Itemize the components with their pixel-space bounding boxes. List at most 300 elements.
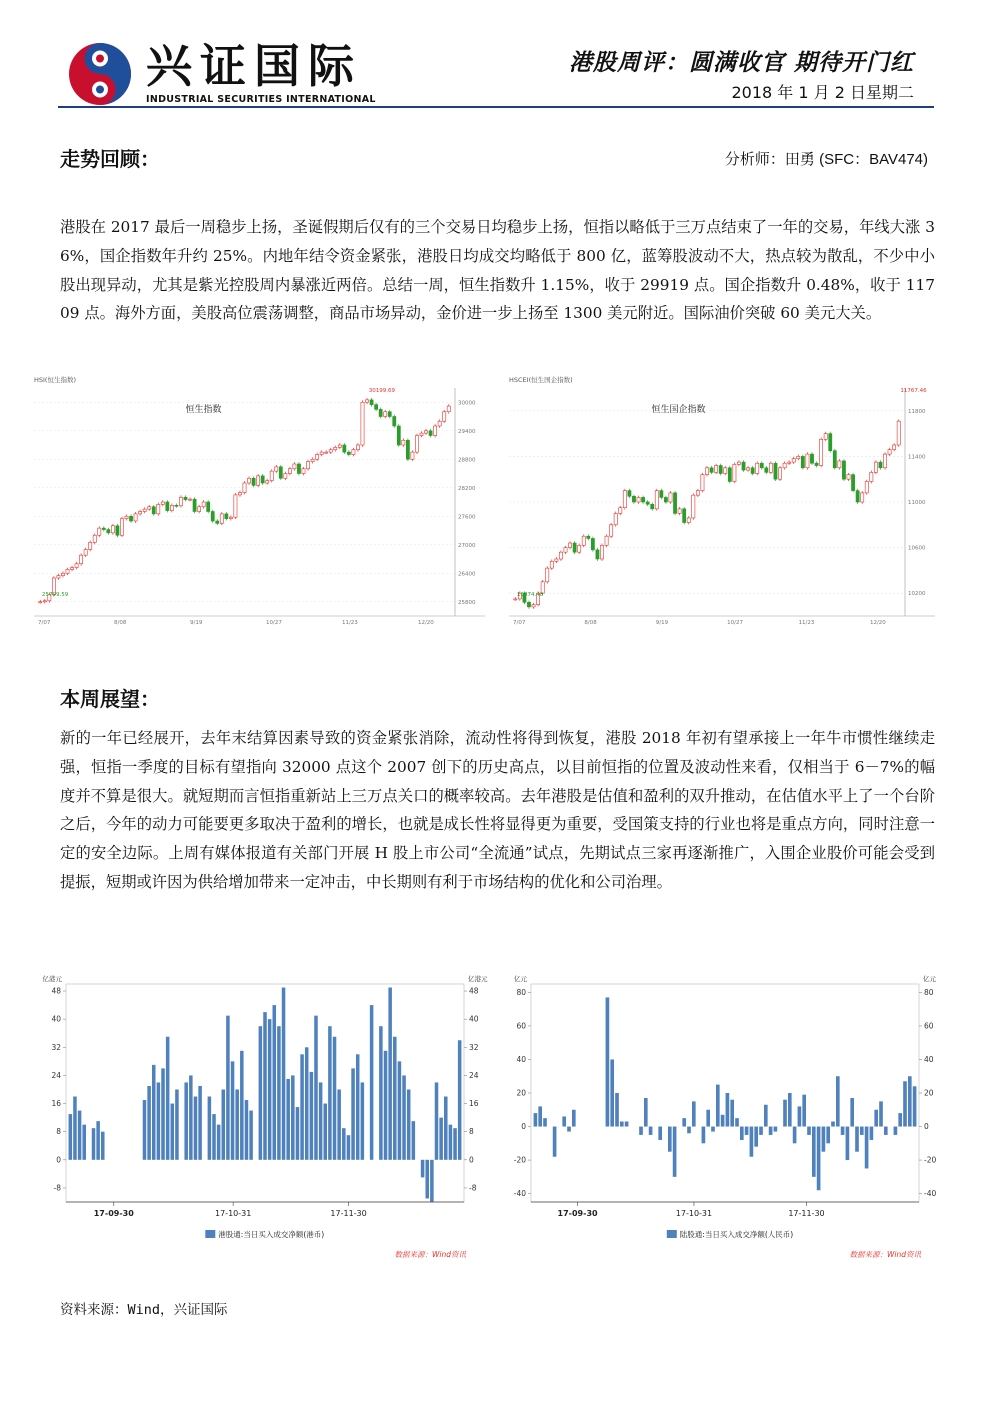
candle-body (778, 468, 781, 479)
candle-body (847, 475, 850, 480)
candle-body (393, 417, 396, 427)
candle-body (705, 468, 708, 475)
x-tick-label: 7/07 (38, 620, 51, 626)
x-tick-label: 17-11-30 (788, 1209, 825, 1218)
candle-body (198, 507, 201, 512)
y-tick-label-left: 60 (516, 1021, 526, 1031)
data-bar (702, 1127, 706, 1144)
data-bar (398, 1061, 402, 1159)
candle-body (134, 514, 137, 521)
x-tick-label: 17-11-30 (330, 1209, 367, 1218)
chart-title: 恒生国企指数 (651, 405, 706, 415)
y-tick-label-right: 40 (469, 1014, 479, 1024)
candle-body (610, 525, 613, 536)
candle-body (751, 468, 754, 474)
data-bar (913, 1086, 917, 1126)
candle-body (879, 462, 882, 468)
data-bar (543, 1118, 547, 1126)
data-bar (610, 1059, 614, 1126)
southbound-flow-bar-chart (40, 970, 490, 1270)
y-tick-label: 25800 (458, 599, 476, 606)
y-tick-label-left: -20 (513, 1155, 526, 1165)
candle-body (98, 528, 101, 535)
candle-body (57, 576, 60, 578)
data-bar (534, 1113, 538, 1126)
data-bar (314, 1016, 318, 1160)
candle-body (628, 491, 631, 497)
y-tick-label: 10600 (908, 545, 926, 552)
candle-body (139, 512, 142, 514)
x-tick-label: 10/27 (265, 620, 282, 626)
candle-body (619, 508, 622, 514)
data-bar (682, 1118, 686, 1126)
source-note: 资料来源：Wind，兴证国际 (60, 1302, 228, 1318)
data-bar (836, 1076, 840, 1126)
candle-body (888, 450, 891, 455)
data-bar (361, 1082, 365, 1159)
data-bar (644, 1098, 648, 1127)
candle-body (334, 447, 337, 449)
northbound-chart-svg (505, 970, 945, 1270)
candle-body (687, 518, 690, 523)
candle-body (701, 475, 704, 491)
candle-body (568, 543, 571, 548)
candle-body (297, 464, 300, 474)
candle-body (188, 499, 191, 500)
candle-body (637, 497, 640, 502)
candle-body (842, 461, 845, 479)
x-tick-label: 11/23 (798, 620, 815, 626)
high-marker-label: 30199.69 (368, 388, 396, 394)
candle-body (438, 421, 441, 426)
data-bar (347, 1135, 351, 1160)
candle-body (434, 426, 437, 436)
data-bar (351, 1068, 355, 1159)
candle-body (270, 471, 273, 481)
data-bar (750, 1127, 754, 1157)
candle-body (614, 513, 617, 524)
y-tick-label-right: 16 (469, 1099, 479, 1109)
candle-body (411, 452, 414, 459)
data-bar (553, 1127, 557, 1157)
y-tick-label-left: 8 (56, 1127, 61, 1137)
data-bar (412, 1121, 416, 1160)
candle-body (356, 445, 359, 450)
candle-body (361, 402, 364, 445)
y-tick-label: 27000 (458, 542, 476, 549)
data-bar (759, 1127, 763, 1135)
candle-body (632, 496, 635, 502)
candle-body (756, 463, 759, 473)
data-bar (226, 1016, 230, 1160)
data-bar (189, 1075, 193, 1159)
candle-body (365, 400, 368, 402)
data-bar (793, 1127, 797, 1144)
candle-body (797, 456, 800, 458)
x-tick-label: 9/19 (189, 620, 203, 626)
candle-body (587, 536, 590, 538)
chart-data-source: 数据来源：Wind资讯 (394, 1250, 466, 1259)
candle-body (792, 459, 795, 462)
candle-body (238, 493, 241, 495)
y-tick-label-left: 32 (51, 1042, 61, 1052)
data-bar (846, 1127, 850, 1161)
x-tick-label: 11/23 (341, 620, 358, 626)
candle-body (655, 491, 658, 509)
candle-body (107, 530, 110, 533)
low-marker-label: 25799.59 (42, 592, 69, 598)
candle-body (329, 450, 332, 452)
candle-body (596, 550, 599, 559)
candle-body (429, 431, 432, 436)
y-tick-label: 27600 (458, 514, 476, 521)
y-tick-label-right: 40 (924, 1054, 934, 1064)
data-bar (898, 1113, 902, 1126)
data-bar (458, 1040, 462, 1160)
data-bar (152, 1065, 156, 1160)
candle-body (229, 517, 232, 518)
data-bar (658, 1127, 662, 1140)
candle-body (692, 495, 695, 518)
candle-body (225, 514, 228, 519)
candle-body (769, 463, 772, 472)
candle-body (211, 512, 214, 522)
data-bar (310, 1072, 314, 1160)
data-bar (769, 1127, 773, 1135)
data-bar (212, 1114, 216, 1160)
candle-body (157, 504, 160, 514)
y-tick-label-right: 8 (469, 1127, 474, 1137)
data-bar (572, 1110, 576, 1127)
candle-body (555, 559, 558, 561)
y-tick-label-right: 0 (924, 1122, 929, 1132)
data-bar (706, 1110, 710, 1127)
candle-body (102, 528, 105, 529)
candle-body (311, 459, 314, 461)
candle-body (865, 481, 868, 492)
candle-body (75, 564, 78, 568)
data-bar (342, 1128, 346, 1160)
candle-body (284, 474, 287, 479)
candle-body (737, 462, 740, 464)
header-divider (58, 106, 934, 108)
data-bar (194, 1097, 198, 1160)
candle-body (257, 476, 260, 486)
candle-body (93, 535, 96, 542)
chart-header-text: HSI(恒生指数) (34, 376, 77, 384)
x-tick-label: 17-10-31 (215, 1209, 252, 1218)
data-bar (263, 1012, 267, 1160)
data-bar (184, 1082, 188, 1159)
data-bar (894, 1127, 898, 1135)
data-bar (860, 1127, 864, 1135)
candle-body (375, 405, 378, 410)
candle-body (202, 502, 205, 507)
candle-body (207, 502, 210, 512)
candle-body (266, 481, 269, 483)
data-bar (147, 1086, 151, 1160)
candle-body (765, 468, 768, 473)
data-bar (235, 1089, 239, 1159)
candle-body (220, 514, 223, 524)
data-bar (175, 1089, 179, 1159)
data-bar (620, 1122, 624, 1127)
data-bar (319, 1082, 323, 1159)
candle-body (550, 561, 553, 568)
candle-body (84, 550, 87, 556)
candle-body (161, 502, 164, 504)
data-bar (282, 988, 286, 1160)
data-bar (384, 1051, 388, 1160)
y-tick-label-left: 48 (51, 986, 61, 996)
candle-body (148, 507, 151, 509)
hsi-chart-svg (30, 374, 485, 626)
candle-body (152, 507, 155, 514)
data-bar (444, 1097, 448, 1160)
section-title-outlook: 本周展望： (60, 687, 160, 711)
candle-body (824, 434, 827, 440)
y-tick-label-right: -40 (924, 1189, 937, 1199)
data-bar (874, 1110, 878, 1127)
candle-body (546, 568, 549, 582)
candle-body (343, 445, 346, 452)
chart-background (30, 374, 485, 626)
data-bar (687, 1127, 691, 1134)
data-bar (807, 1127, 811, 1135)
data-bar (817, 1127, 821, 1191)
data-bar (166, 1037, 170, 1160)
candle-body (591, 538, 594, 549)
candle-body (728, 468, 731, 482)
candle-body (175, 505, 178, 506)
y-tick-label-right: -20 (924, 1155, 937, 1165)
legend-label: 陆股通:当日买入成交净额(人民币) (679, 1230, 794, 1239)
data-bar (328, 1026, 332, 1160)
candle-body (125, 516, 128, 518)
candle-body (347, 452, 350, 454)
y-tick-label-left: 40 (516, 1054, 526, 1064)
candle-body (39, 602, 42, 603)
candle-body (683, 509, 686, 523)
data-bar (240, 1051, 244, 1160)
candle-body (861, 493, 864, 502)
data-bar (538, 1106, 542, 1126)
candle-body (406, 440, 409, 459)
x-tick-label: 7/07 (513, 620, 526, 626)
candle-body (143, 509, 146, 511)
y-tick-label-left: -40 (513, 1189, 526, 1199)
candle-body (724, 468, 727, 474)
data-bar (841, 1127, 845, 1135)
x-tick-label: 17-10-31 (675, 1209, 713, 1218)
chart-title: 恒生指数 (185, 405, 222, 415)
data-bar (370, 1005, 374, 1160)
candle-body (302, 469, 305, 474)
data-bar (754, 1127, 758, 1147)
chart-data-source: 数据来源：Wind资讯 (849, 1250, 921, 1259)
candle-body (605, 536, 608, 545)
outlook-paragraph: 新的一年已经展开，去年末结算因素导致的资金紧张消除，流动性将得到恢复，港股 2018 年初有望承接上一年牛市惯性继续走强，恒指一季度的目标有望指向 32000 点这个 2007 创下的历史高点，以目前恒指的位置及波动性来看，仅相当于 6－7%的幅度并不算是很大。就短期而言恒指重新站上三万点关口的概率较高。去年港股是估值和盈利的双升推动，在估值水平上了一个台阶之后，今年的动力可能要更多取决于盈利的增长，也就是成长性将显得更为重要，受国策支持的行业也将是重点方向，同时注意一定的安全边际。上周有媒体报道有关部门开展 H 股上市公司“全流通”试点，先期试点三家再逐渐推广，入围企业股价可能会受到提振，短期或许因为供给增加带来一定冲击，中长期则有利于市场结构的优化和公司治理。 (60, 729, 935, 891)
data-bar (291, 1075, 295, 1159)
y-tick-label: 11000 (908, 500, 926, 506)
candle-body (564, 548, 567, 553)
low-marker-label: 10074.48 (517, 592, 544, 598)
data-bar (305, 1047, 309, 1160)
y-tick-label-right: 24 (469, 1070, 479, 1080)
candle-body (573, 543, 576, 552)
data-bar (421, 1160, 425, 1178)
x-tick-label: 12/20 (869, 620, 886, 626)
candle-body (325, 452, 328, 453)
candle-body (746, 468, 749, 470)
y-tick-label-right: 32 (469, 1042, 479, 1052)
data-bar (393, 1037, 397, 1160)
data-bar (300, 1054, 304, 1159)
candle-body (851, 475, 854, 491)
analyst-credit: 分析师：田勇 (SFC：BAV474) (724, 151, 928, 168)
data-bar (826, 1127, 830, 1144)
candle-body (420, 433, 423, 435)
candle-body (715, 466, 718, 473)
candle-body (801, 456, 804, 467)
data-bar (259, 1026, 263, 1160)
candle-body (384, 412, 387, 417)
data-bar (745, 1127, 749, 1135)
candle-body (243, 483, 246, 493)
data-bar (388, 988, 392, 1160)
data-bar (273, 1005, 277, 1160)
data-bar (870, 1127, 874, 1140)
candle-body (116, 526, 119, 536)
candle-body (719, 466, 722, 474)
data-bar (850, 1098, 854, 1127)
candle-body (856, 491, 859, 502)
candle-body (397, 426, 400, 445)
legend-swatch (205, 1230, 215, 1238)
logo-emblem-icon (62, 38, 142, 110)
candle-body (370, 400, 373, 405)
candle-body (338, 445, 341, 447)
candle-body (673, 493, 676, 514)
y-axis-unit-left: 亿元 (514, 975, 527, 983)
y-tick-label-right: 0 (469, 1155, 474, 1165)
data-bar (567, 1127, 571, 1132)
legend-swatch (667, 1230, 677, 1238)
candle-body (838, 461, 841, 468)
northbound-flow-bar-chart (505, 970, 945, 1270)
y-axis-unit-left: 亿港元 (42, 975, 62, 983)
data-bar (740, 1127, 744, 1140)
candle-body (897, 421, 900, 445)
y-tick-label: 30000 (458, 400, 476, 407)
logo-english-name: INDUSTRIAL SECURITIES INTERNATIONAL (146, 94, 376, 105)
y-tick-label-left: 40 (51, 1014, 61, 1024)
data-bar (268, 1019, 272, 1160)
candle-body (388, 412, 391, 417)
data-bar (157, 1082, 161, 1159)
data-bar (879, 1101, 883, 1126)
candle-body (443, 412, 446, 422)
candle-body (252, 478, 255, 485)
y-tick-label-left: 20 (516, 1088, 526, 1098)
candle-body (170, 505, 173, 510)
candle-body (261, 476, 264, 483)
data-bar (730, 1100, 734, 1127)
data-bar (379, 1026, 383, 1160)
data-bar (865, 1127, 869, 1169)
candle-body (193, 499, 196, 511)
y-tick-label: 26400 (458, 571, 476, 578)
data-bar (453, 1128, 457, 1160)
data-bar (143, 1100, 147, 1160)
hscei-chart-svg (505, 374, 935, 626)
y-axis-unit-right: 亿港元 (468, 975, 488, 983)
hsi-candlestick-chart (30, 374, 485, 626)
data-bar (822, 1127, 826, 1152)
candle-body (279, 467, 282, 478)
data-bar (92, 1128, 96, 1160)
y-tick-label-right: 80 (924, 987, 934, 997)
y-tick-label: 11400 (908, 454, 926, 461)
candle-body (447, 406, 450, 412)
data-bar (286, 1079, 290, 1160)
candle-body (623, 491, 626, 508)
candle-body (424, 431, 427, 433)
candle-body (379, 409, 382, 416)
y-tick-label: 11800 (908, 408, 926, 415)
candle-body (352, 450, 355, 455)
review-paragraph: 港股在 2017 最后一周稳步上扬，圣诞假期后仅有的三个交易日均稳步上扬，恒指以略低于三万点结束了一年的交易，年线大涨 36%，国企指数年升约 25%。内地年结令资金紧张，港股日均成交均略低于 800 亿，蓝筹股波动不大，热点较为散乱，不少中小股出现异动，尤其是紫光控股周内暴涨近两倍。总结一周，恒生指数升 1.15%，收于 29919 点。国企指数升 0.48%，收于 11709 点。海外方面，美股高位震荡调整，商品市场异动，金价进一步上扬至 1300 美元附近。国际油价突破 60 美元大关。 (60, 218, 935, 323)
y-axis-unit-right: 亿元 (923, 975, 936, 983)
y-tick-label-left: 0 (56, 1155, 61, 1165)
candle-body (806, 454, 809, 468)
y-tick-label: 28200 (458, 485, 476, 492)
data-bar (449, 1125, 453, 1160)
data-bar (402, 1075, 406, 1159)
x-tick-label: 12/20 (417, 620, 434, 626)
data-bar (249, 1111, 253, 1160)
candle-body (70, 568, 73, 570)
candle-body (216, 521, 219, 523)
section-title-review: 走势回顾： (60, 147, 160, 171)
data-bar (96, 1121, 100, 1160)
data-bar (798, 1106, 802, 1126)
candle-body (874, 462, 877, 472)
data-bar (171, 1104, 175, 1160)
data-bar (82, 1125, 86, 1160)
candle-body (527, 602, 530, 607)
data-bar (198, 1086, 202, 1160)
data-bar (439, 1118, 443, 1160)
candle-body (306, 462, 309, 469)
candle-body (66, 569, 69, 573)
data-bar (245, 1100, 249, 1160)
candle-body (80, 555, 83, 564)
data-bar (430, 1160, 434, 1202)
report-date: 2018 年 1 月 2 日星期二 (731, 83, 914, 102)
candle-body (810, 454, 813, 463)
candle-body (559, 552, 562, 559)
candle-body (870, 472, 873, 481)
candle-body (293, 464, 296, 469)
candle-body (646, 502, 649, 504)
y-tick-label: 10200 (908, 591, 926, 598)
y-tick-label-right: -8 (469, 1183, 477, 1193)
data-bar (908, 1076, 912, 1126)
data-bar (783, 1100, 787, 1127)
southbound-chart-svg (40, 970, 490, 1270)
data-bar (668, 1127, 672, 1152)
